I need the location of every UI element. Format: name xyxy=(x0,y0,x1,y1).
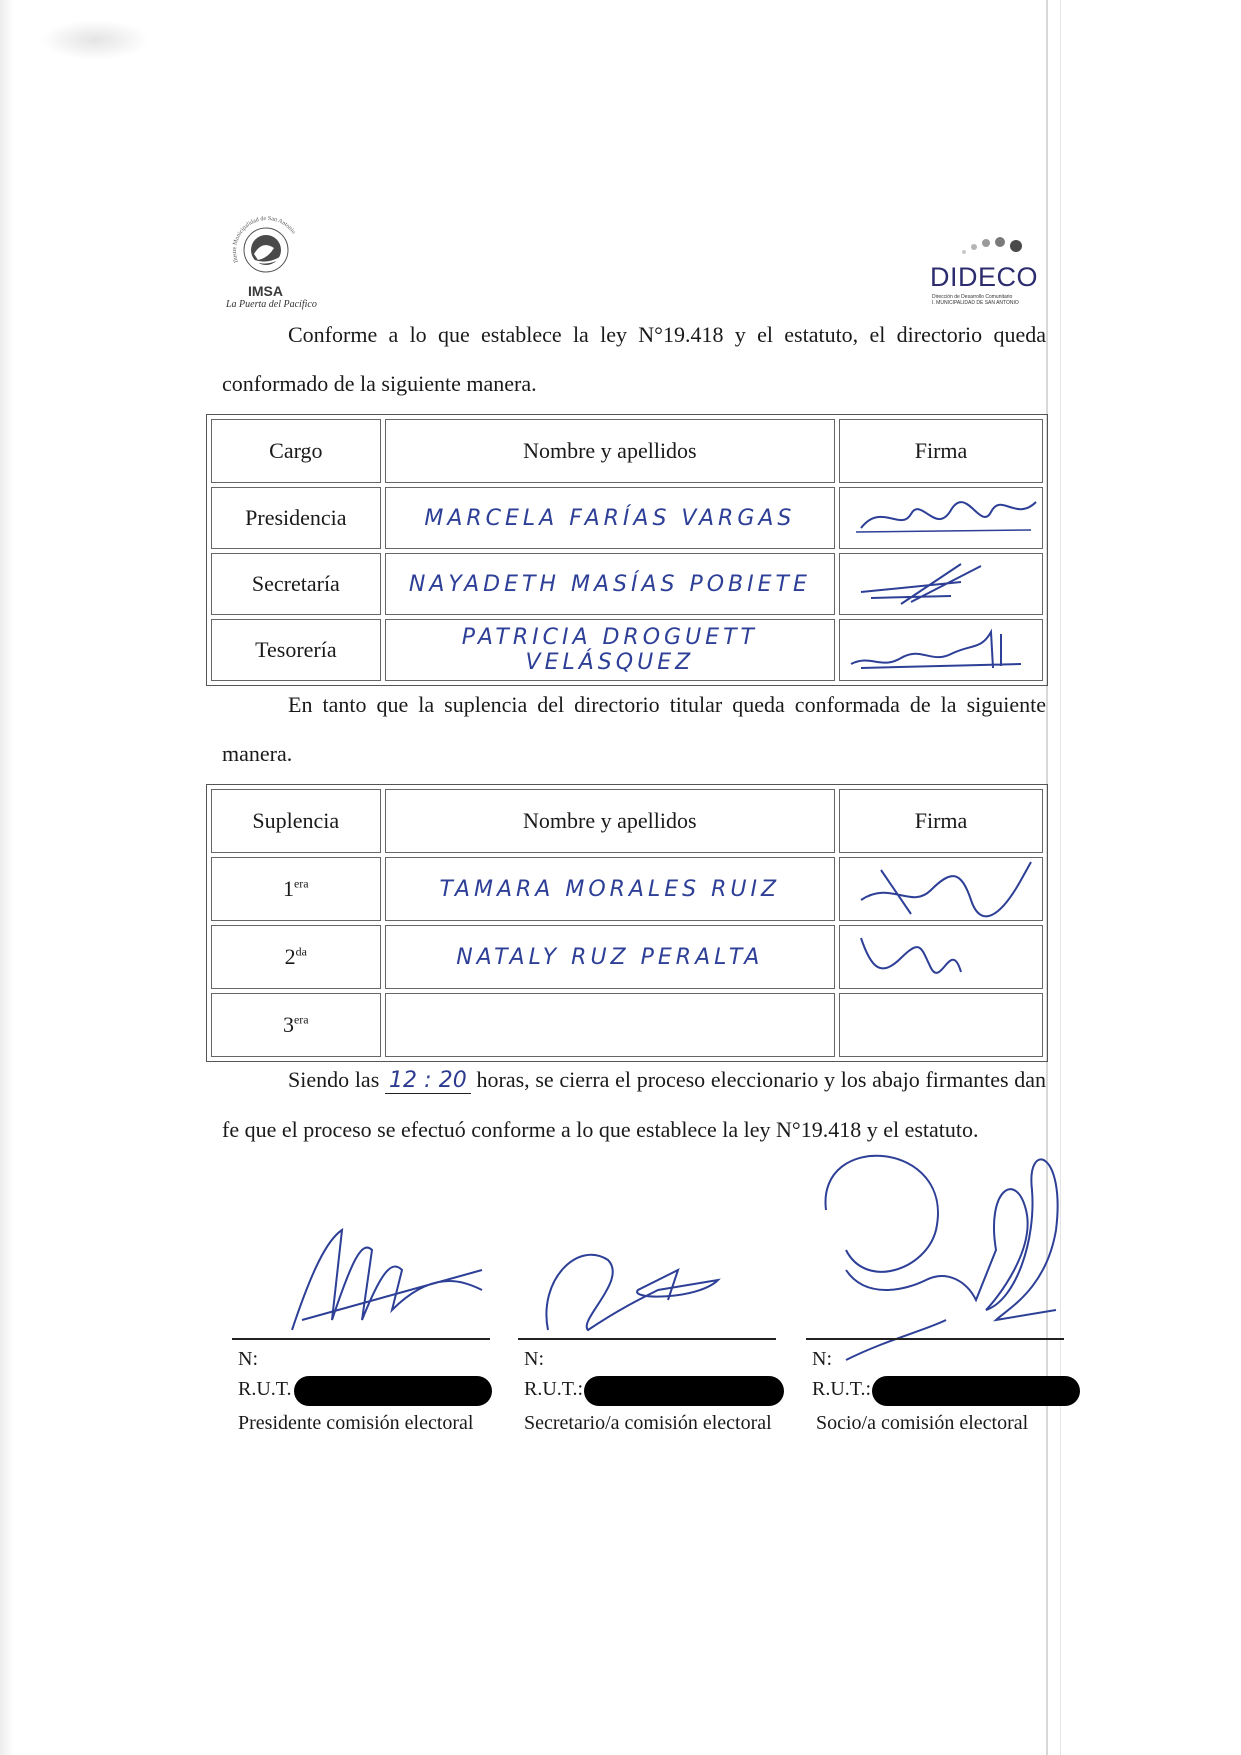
handwritten-name xyxy=(385,993,835,1057)
header-nombre: Nombre y apellidos xyxy=(385,419,835,483)
signature-scribble xyxy=(806,1150,1084,1370)
rut-label: R.U.T.: xyxy=(812,1378,872,1400)
suplencia-paragraph xyxy=(222,680,1046,778)
signature-scribble xyxy=(841,860,1041,918)
table-row xyxy=(211,993,1043,1057)
handwritten-name: PATRICIA DROGUETT VELÁSQUEZ xyxy=(385,619,835,681)
cargo-cell: Secretaría xyxy=(211,553,381,615)
suplencia-table xyxy=(206,784,1048,1062)
signature-line xyxy=(518,1338,776,1340)
closing-text-after: horas, se cierra el proceso eleccionario y los abajo firmantes dan fe que el proceso se efectuó conforme a lo que establece la ley N°19.418 y el estatuto. xyxy=(222,1067,1046,1142)
header-firma: Firma xyxy=(839,419,1043,483)
redaction-bar xyxy=(584,1376,784,1406)
signature-cell xyxy=(839,857,1043,921)
table-row xyxy=(211,487,1043,549)
imsa-emblem-icon xyxy=(218,210,328,290)
header-nombre: Nombre y apellidos xyxy=(385,789,835,853)
closing-text-before: Siendo las xyxy=(288,1067,380,1092)
dideco-subtitle: Dirección de Desarrollo Comunitario xyxy=(932,294,1013,300)
cargo-cell: Presidencia xyxy=(211,487,381,549)
table-row xyxy=(211,619,1043,681)
role-label: Socio/a comisión electoral xyxy=(816,1412,1029,1434)
signature-scribble xyxy=(232,1150,502,1340)
signature-scribble xyxy=(841,624,1041,676)
table-row xyxy=(211,857,1043,921)
dideco-subtitle: I. MUNICIPALIDAD DE SAN ANTONIO xyxy=(932,300,1019,306)
header-cargo: Cargo xyxy=(211,419,381,483)
handwritten-name: MARCELA FARÍAS VARGAS xyxy=(385,487,835,549)
signature-cell xyxy=(839,993,1043,1057)
handwritten-name: TAMARA MORALES RUIZ xyxy=(385,857,835,921)
signature-cell xyxy=(839,553,1043,615)
imsa-ring-text: Ilustre Municipalidad de San Antonio xyxy=(231,215,297,264)
rut-label: R.U.T. xyxy=(238,1378,292,1400)
role-label: Secretario/a comisión electoral xyxy=(524,1412,772,1434)
signature-scribble xyxy=(841,928,1041,986)
cargo-cell: Tesorería xyxy=(211,619,381,681)
table-header-row xyxy=(211,789,1043,853)
role-label: Presidente comisión electoral xyxy=(238,1412,474,1434)
signature-block xyxy=(220,1150,1060,1434)
signature-cell xyxy=(839,925,1043,989)
rut-label: R.U.T.: xyxy=(524,1378,584,1400)
suplencia-number: $3^{era}$ xyxy=(211,993,381,1057)
signature-line xyxy=(232,1338,490,1340)
imsa-slogan: La Puerta del Pacífico xyxy=(226,299,317,310)
name-label: N: xyxy=(812,1348,832,1370)
handwritten-name: NAYADETH MASÍAS POBIETE xyxy=(385,553,835,615)
imsa-name: IMSA xyxy=(248,283,283,299)
suplencia-number: $2^{da}$ xyxy=(211,925,381,989)
signature-cell xyxy=(839,487,1043,549)
signature-scribble xyxy=(841,492,1041,544)
signature-scribble xyxy=(841,558,1041,610)
header-firma: Firma xyxy=(839,789,1043,853)
name-label: N: xyxy=(238,1348,258,1370)
table-row xyxy=(211,553,1043,615)
scan-edge xyxy=(0,0,14,1755)
scan-smudge xyxy=(40,20,150,60)
name-label: N: xyxy=(524,1348,544,1370)
dideco-logo xyxy=(930,232,1045,307)
header-suplencia: Suplencia xyxy=(211,789,381,853)
redaction-bar xyxy=(294,1376,492,1406)
signature-scribble xyxy=(518,1150,788,1340)
redaction-bar xyxy=(872,1376,1080,1406)
table-row xyxy=(211,925,1043,989)
suplencia-number: $1^{era}$ xyxy=(211,857,381,921)
directorio-table xyxy=(206,414,1048,686)
handwritten-name: NATALY RUZ PERALTA xyxy=(385,925,835,989)
dideco-name: DIDECO xyxy=(930,262,1039,292)
intro-text: Conforme a lo que establece la ley N°19.418 y el estatuto, el directorio queda conformado de la siguiente manera. xyxy=(222,322,1046,396)
suplencia-text: En tanto que la suplencia del directorio titular queda conformada de la siguiente manera. xyxy=(222,692,1046,766)
signature-line xyxy=(806,1338,1064,1340)
imsa-logo xyxy=(218,210,328,310)
closing-paragraph xyxy=(222,1055,1046,1154)
scan-edge-line xyxy=(1060,0,1061,1755)
dideco-dots-icon xyxy=(930,232,1040,264)
intro-paragraph xyxy=(222,310,1046,408)
handwritten-time: 12 : 20 xyxy=(385,1068,471,1094)
signature-cell xyxy=(839,619,1043,681)
table-header-row xyxy=(211,419,1043,483)
